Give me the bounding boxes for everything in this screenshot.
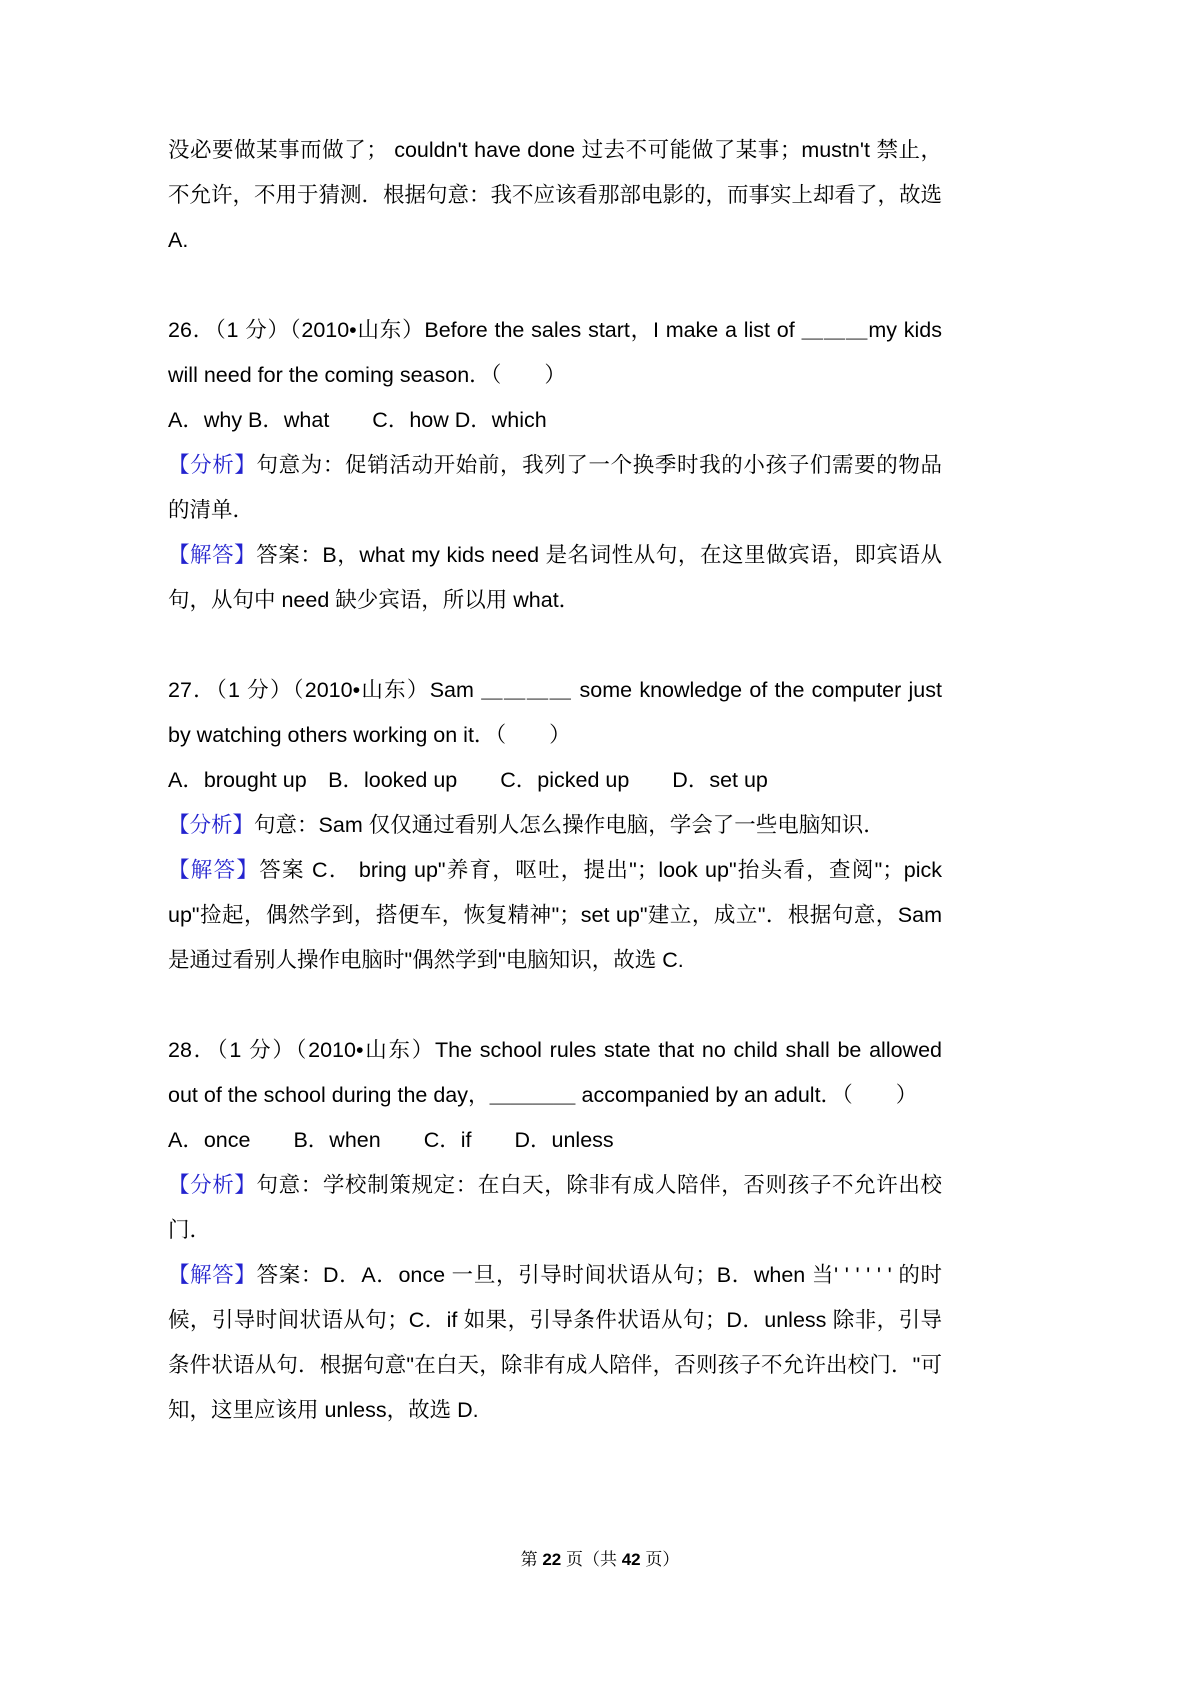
question-26 xyxy=(168,308,942,623)
footer-page-number: 22 xyxy=(542,1550,562,1569)
footer-suffix: 页） xyxy=(640,1550,680,1569)
footer-total-pages: 42 xyxy=(621,1550,641,1569)
question-28-stem: 28．（1 分）（2010•山东）The school rules state that no child shall be allowed out of the school during the day，＿＿＿＿ accompanied by an adult．（ ） xyxy=(168,1038,942,1107)
analysis-text: 句意：Sam 仅仅通过看别人怎么操作电脑，学会了一些电脑知识． xyxy=(254,813,885,837)
analysis-text: 句意：学校制策规定：在白天，除非有成人陪伴，否则孩子不允许出校门． xyxy=(168,1173,942,1242)
analysis-label: 【分析】 xyxy=(168,1173,257,1197)
question-27-options: A．brought up B．looked up C．picked up D．set up xyxy=(168,768,768,792)
question-26-options: A．why B．what C．how D．which xyxy=(168,408,547,432)
question-26-analysis xyxy=(168,443,942,533)
answer-label: 【解答】 xyxy=(168,1263,257,1287)
question-28-analysis xyxy=(168,1163,942,1253)
answer-label: 【解答】 xyxy=(168,858,260,882)
answer-text: 答案 C． bring up"养育，呕吐，提出"；look up"抬头看，查阅"；pick up"捡起，偶然学到，搭便车，恢复精神"；set up"建立，成立"．根据句意，Sam 是通过看别人操作电脑时"偶然学到"电脑知识，故选 C. xyxy=(168,858,942,972)
analysis-label: 【分析】 xyxy=(168,813,255,837)
footer-middle: 页（共 xyxy=(561,1550,622,1569)
page-footer xyxy=(0,1545,1200,1575)
question-27 xyxy=(168,668,942,983)
question-27-answer xyxy=(168,848,942,983)
answer-text: 答案：D．A．once 一旦，引导时间状语从句；B．when 当' ' ' ' ' ' 的时候，引导时间状语从句；C．if 如果，引导条件状语从句；D．unless 除非，引导条件状语从句．根据句意"在白天，除非有成人陪伴，否则孩子不允许出校门．"可知，这里应该用 unless，故选 D. xyxy=(168,1263,942,1422)
document-body xyxy=(168,128,942,1433)
question-28-answer xyxy=(168,1253,942,1433)
intro-paragraph: 没必要做某事而做了； couldn't have done 过去不可能做了某事；mustn't 禁止，不允许，不用于猜测．根据句意：我不应该看那部电影的，而事实上却看了，故选 A. xyxy=(168,138,943,252)
footer-prefix: 第 xyxy=(520,1550,543,1569)
question-26-answer xyxy=(168,533,942,623)
question-27-analysis xyxy=(168,803,942,848)
question-27-stem: 27．（1 分）（2010•山东）Sam ＿＿＿＿ some knowledge of the computer just by watching others working on it．（ ） xyxy=(168,678,942,747)
question-28-options: A．once B．when C．if D．unless xyxy=(168,1128,614,1152)
analysis-label: 【分析】 xyxy=(168,453,257,477)
question-26-stem: 26．（1 分）（2010•山东）Before the sales start，I make a list of ＿＿＿my kids will need for the coming season．（ ） xyxy=(168,318,942,387)
answer-label: 【解答】 xyxy=(168,543,257,567)
question-28 xyxy=(168,1028,942,1433)
analysis-text: 句意为：促销活动开始前，我列了一个换季时我的小孩子们需要的物品的清单． xyxy=(168,453,942,522)
answer-text: 答案：B，what my kids need 是名词性从句，在这里做宾语，即宾语从句，从句中 need 缺少宾语，所以用 what． xyxy=(168,543,942,612)
